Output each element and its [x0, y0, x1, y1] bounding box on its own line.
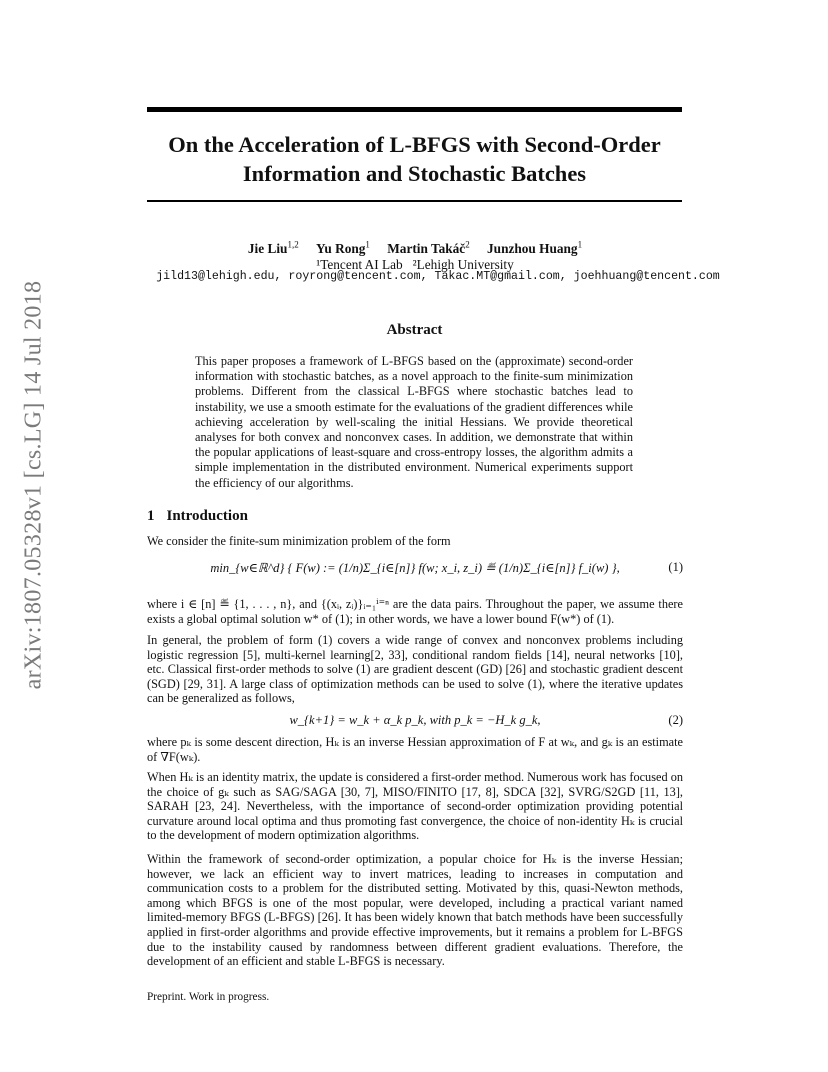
- author-2: Yu Rong$^1$: [316, 240, 370, 257]
- equation-1-number: (1): [668, 560, 683, 574]
- abstract-heading: Abstract: [386, 322, 443, 338]
- footer-note: Preprint. Work in progress.: [147, 991, 270, 1003]
- title-rule-top: [147, 107, 682, 112]
- title-line-1: On the Acceleration of L-BFGS with Second-Order: [168, 132, 661, 157]
- arxiv-side-stamp: [20, 280, 48, 690]
- author-names: [120, 237, 710, 257]
- section-number: 1: [147, 508, 155, 524]
- paragraph-2: where i ∈ [n] ≝ {1, . . . , n}, and {(xᵢ, zᵢ)}ᵢ₌₁ⁱ⁼ⁿ are the data pairs. Throughout the paper, we assume there exists a global optimal solution w* of (1); in other words, we have a lower bound F(w*) of (1).: [147, 597, 683, 626]
- author-3: Martin Takáč$^2$: [387, 240, 470, 257]
- paper-title: [147, 130, 682, 188]
- author-4: Junzhou Huang$^1$: [487, 240, 583, 257]
- equation-1-body: min_{w∈ℝ^d} { F(w) := (1/n)Σ_{i∈[n]} f(w; x_i, z_i) ≝ (1/n)Σ_{i∈[n]} f_i(w) },: [210, 561, 620, 575]
- author-block: [120, 237, 710, 273]
- paragraph-4: where pₖ is some descent direction, Hₖ is an inverse Hessian approximation of F at wₖ, and gₖ is an estimate of ∇F(wₖ).: [147, 735, 683, 764]
- affiliations: ¹Tencent AI Lab ²Lehigh University: [316, 257, 514, 273]
- author-emails: jild13@lehigh.edu, royrong@tencent.com, Takac.MT@gmail.com, joehhuang@tencent.com: [156, 270, 720, 283]
- abstract-text: This paper proposes a framework of L-BFGS based on the (approximate) second-order information with stochastic batches, as a novel approach to the finite-sum minimization problems. Different from the classical L-BFGS where stochastic batches lead to instability, we use a smooth estimate for the evaluations of the gradient differences while achieving acceleration by well-scaling the initial Hessians. We provide theoretical analyses for both convex and nonconvex cases. In addition, we demonstrate that within the popular applications of least-square and cross-entropy losses, the algorithm admits a simple implementation in the distributed environment. Numerical experiments support the efficiency of our algorithms.: [195, 354, 633, 490]
- paragraph-6: Within the framework of second-order optimization, a popular choice for Hₖ is the inverse Hessian; however, we lack an efficient way to invert matrices, leading to increases in computation and communication costs to a problem for the distributed setting. Motivated by this, quasi-Newton methods, among which BFGS is one of the most popular, were developed, including a practical variant named limited-memory BFGS (L-BFGS) [26]. It has been widely known that batch methods have been successfully applied in first-order algorithms and provide effective improvements, but it remains a problem for L-BFGS due to the instability caused by randomness between different gradient evaluations. Therefore, the development of an efficient and stable L-BFGS is necessary.: [147, 852, 683, 969]
- section-heading-introduction: [147, 508, 248, 525]
- equation-2-number: (2): [668, 713, 683, 727]
- paragraph-1: We consider the finite-sum minimization problem of the form: [147, 534, 451, 548]
- paragraph-5: When Hₖ is an identity matrix, the update is considered a first-order method. Numerous work has focused on the choice of gₖ such as SAG/SAGA [30, 7], MISO/FINITO [17, 8], SDCA [32], SVRG/S2GD [11, 13], SARAH [23, 24]. Nevertheless, with the importance of second-order optimization providing potential curvature around local optima and thus promoting fast convergence, the choice of non-identity Hₖ is crucial to the development of modern optimization algorithms.: [147, 770, 683, 843]
- author-1: Jie Liu$^{1,2}$: [247, 240, 299, 257]
- title-rule-bottom: [147, 200, 682, 202]
- paragraph-3: In general, the problem of form (1) covers a wide range of convex and nonconvex problems including logistic regression [5], multi-kernel learning[2, 33], conditional random fields [14], neural networks [10], etc. Classical first-order methods to solve (1) are gradient descent (GD) [26] and stochastic gradient descent (SGD) [29, 31]. A large class of optimization methods can be used to solve (1), where the iterative updates can be generalized as follows,: [147, 633, 683, 706]
- equation-2-body: w_{k+1} = w_k + α_k p_k, with p_k = −H_k g_k,: [289, 713, 541, 727]
- title-line-2: Information and Stochastic Batches: [242, 161, 587, 186]
- arxiv-stamp-text: arXiv:1807.05328v1 [cs.LG] 14 Jul 2018: [20, 280, 47, 690]
- section-title: Introduction: [166, 508, 248, 524]
